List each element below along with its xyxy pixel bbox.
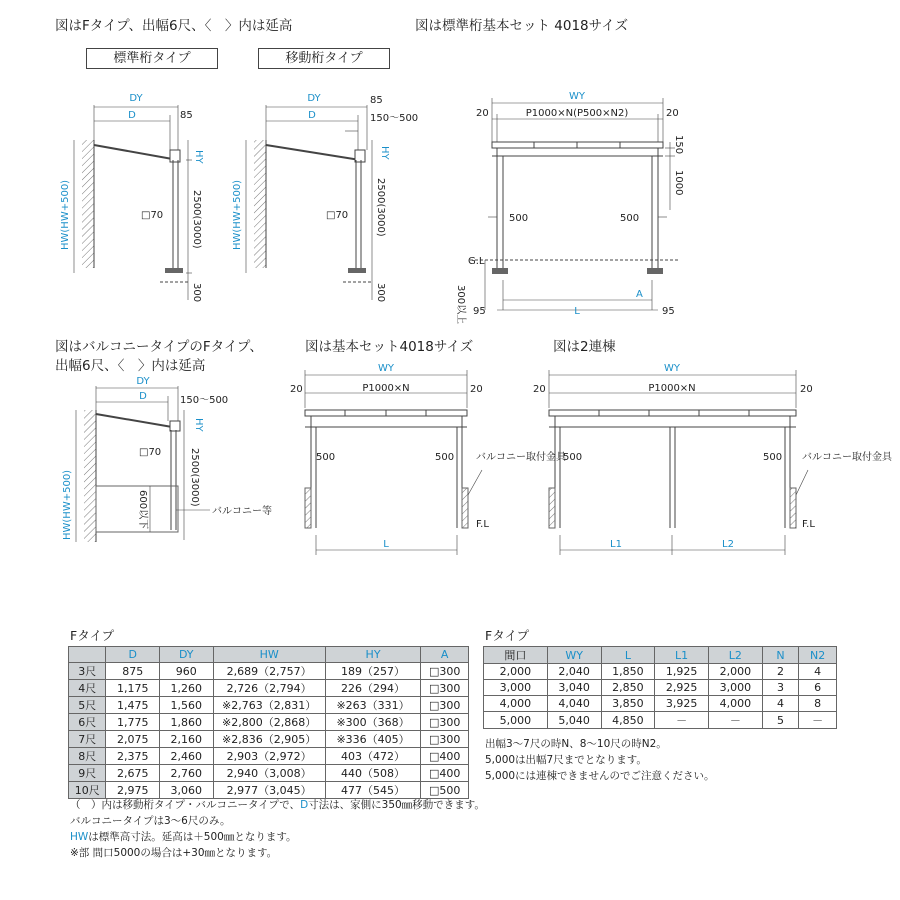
- table1-header: HY: [325, 647, 420, 663]
- label-hy-balcony: HY: [193, 418, 204, 432]
- label-d-moving: D: [308, 110, 316, 121]
- table1-cell: 2,075: [106, 731, 160, 748]
- label-500-2span-left: 500: [563, 452, 583, 463]
- label-pitch-basic: P1000×N: [362, 383, 410, 394]
- table1-cell: 1,560: [159, 697, 213, 714]
- table2-cell: 3,000: [708, 680, 762, 696]
- table2-cell: 2,925: [655, 680, 709, 696]
- table1-cell: 1,175: [106, 680, 160, 697]
- table2-header: L: [601, 647, 655, 664]
- table1-row: [69, 697, 469, 714]
- note1-d: D: [300, 799, 309, 811]
- table1-row: [69, 731, 469, 748]
- label-dy: DY: [129, 93, 143, 104]
- table1-cell: 7尺: [69, 731, 106, 748]
- table1-cell: □500: [421, 782, 469, 799]
- table2-title: Fタイプ: [485, 628, 530, 643]
- label-hw: HW(HW+500): [60, 179, 71, 250]
- table1-cell: 8尺: [69, 748, 106, 765]
- label-20-2span-left: 20: [533, 384, 546, 395]
- note3-rest: は標準高寸法。延高は＋500㎜となります。: [88, 831, 297, 843]
- label-over300: 300以上: [455, 285, 466, 325]
- table1-cell: □300: [421, 731, 469, 748]
- table1-spec: [68, 646, 469, 799]
- table1-cell: ※300（368）: [325, 714, 420, 731]
- label-post70: □70: [141, 210, 164, 221]
- label-500-right: 500: [620, 213, 640, 224]
- table2-cell: 3,850: [601, 696, 655, 712]
- table1-cell: □400: [421, 765, 469, 782]
- table1-cell: 2,460: [159, 748, 213, 765]
- label-h150: 150: [673, 135, 684, 155]
- label-95-left: 95: [473, 306, 486, 317]
- table2-header: N: [762, 647, 799, 664]
- label-pitch-2span: P1000×N: [648, 383, 696, 394]
- table1-cell: □300: [421, 697, 469, 714]
- label-wy-basic: WY: [378, 363, 394, 374]
- table2-cell: 4,000: [484, 696, 548, 712]
- table2-row: [484, 680, 837, 696]
- table1-cell: 440（508）: [325, 765, 420, 782]
- table2-cell: －: [799, 712, 837, 729]
- table2-cell: 4,850: [601, 712, 655, 729]
- table1-cell: 1,775: [106, 714, 160, 731]
- label-20-2span-right: 20: [800, 384, 813, 395]
- table2-cell: 6: [799, 680, 837, 696]
- table1-note-2: バルコニータイプは3～6尺のみ。: [70, 815, 231, 827]
- table2-cell: 8: [799, 696, 837, 712]
- table2-header: N2: [799, 647, 837, 664]
- label-range-moving: 150～500: [370, 113, 419, 124]
- note3-hw: HW: [70, 831, 89, 843]
- table2-cell: 4: [799, 664, 837, 680]
- label-fitting-basic: バルコニー取付金具: [476, 452, 566, 463]
- table1-cell: 6尺: [69, 714, 106, 731]
- label-under600: 600以下: [137, 490, 148, 530]
- table2-cell: 2,040: [547, 664, 601, 680]
- caption-top-right: 図は標準桁基本セット 4018サイズ: [415, 18, 629, 34]
- table1-cell: 2,160: [159, 731, 213, 748]
- table1-row: [69, 680, 469, 697]
- table1-header: [69, 647, 106, 663]
- label-a: A: [636, 289, 643, 300]
- table2-cell: 5: [762, 712, 799, 729]
- label-l-basic: L: [383, 539, 389, 550]
- table2-cell: －: [708, 712, 762, 729]
- table2-cell: 3,925: [655, 696, 709, 712]
- table2-cell: 2: [762, 664, 799, 680]
- table2-note-1: 出幅3～7尺の時N、8～10尺の時N2。: [485, 738, 667, 750]
- table1-cell: ※336（405）: [325, 731, 420, 748]
- note1-rest: 寸法は、家側に350㎜移動できます。: [308, 799, 485, 811]
- table2-cell: 2,000: [708, 664, 762, 680]
- label-fl-basic: F.L: [476, 519, 489, 530]
- table1-cell: 1,860: [159, 714, 213, 731]
- table1-cell: 2,675: [106, 765, 160, 782]
- table1-cell: 189（257）: [325, 663, 420, 680]
- label-wy-2span: WY: [664, 363, 680, 374]
- table1-cell: 2,940（3,008）: [213, 765, 325, 782]
- table2-header: 間口: [484, 647, 548, 664]
- table1-cell: 5尺: [69, 697, 106, 714]
- label-h300: 300: [191, 283, 202, 303]
- label-hy-moving: HY: [379, 146, 390, 160]
- table1-note-3: [70, 830, 296, 845]
- table1-cell: 2,760: [159, 765, 213, 782]
- table1-cell: 875: [106, 663, 160, 680]
- table2-cell: 5,000: [484, 712, 548, 729]
- label-range-balcony: 150～500: [180, 395, 229, 406]
- table1-cell: □300: [421, 680, 469, 697]
- label-l: L: [574, 306, 580, 317]
- note1-prefix: （ ）内は移動桁タイプ・バルコニータイプで、: [70, 799, 301, 811]
- table2-spec: [483, 646, 837, 729]
- table1-cell: 10尺: [69, 782, 106, 799]
- table1-header-row: [69, 647, 469, 663]
- table2-cell: 2,850: [601, 680, 655, 696]
- label-h2500-balcony: 2500(3000): [189, 448, 200, 507]
- table1-row: [69, 782, 469, 799]
- label-95-right: 95: [662, 306, 675, 317]
- table1-cell: ※263（331）: [325, 697, 420, 714]
- label-wy: WY: [569, 91, 585, 102]
- diagram-standard-front: [470, 98, 680, 310]
- table1-cell: 4尺: [69, 680, 106, 697]
- table2-cell: 4,000: [708, 696, 762, 712]
- table1-row: [69, 663, 469, 680]
- table1-header: HW: [213, 647, 325, 663]
- table1-cell: □300: [421, 663, 469, 680]
- label-hw-moving: HW(HW+500): [232, 179, 243, 250]
- table2-header-row: [484, 647, 837, 664]
- table1-header: A: [421, 647, 469, 663]
- label-h2500-moving: 2500(3000): [375, 178, 386, 237]
- label-20-basic-left: 20: [290, 384, 303, 395]
- label-l1: L1: [610, 539, 622, 550]
- label-h300-moving: 300: [375, 283, 386, 303]
- table1-note-4: ※部 間口5000の場合は+30㎜となります。: [70, 847, 278, 859]
- table1-cell: 2,375: [106, 748, 160, 765]
- table1-cell: 3尺: [69, 663, 106, 680]
- label-20-left: 20: [476, 108, 489, 119]
- table2-row: [484, 712, 837, 729]
- table1-row: [69, 714, 469, 731]
- table1-cell: 2,903（2,972）: [213, 748, 325, 765]
- label-500-2span-right: 500: [763, 452, 783, 463]
- table2-note-2: 5,000は出幅7尺までとなります。: [485, 754, 647, 766]
- table1-cell: 1,475: [106, 697, 160, 714]
- caption-mid-left-2: 出幅6尺、〈 〉内は延高: [55, 358, 206, 374]
- label-fitting-2span: バルコニー取付金具: [802, 452, 892, 463]
- table2-note-3: 5,000には連棟できませんのでご注意ください。: [485, 770, 715, 782]
- label-500-basic-right: 500: [435, 452, 455, 463]
- table2-cell: 4: [762, 696, 799, 712]
- table1-cell: 2,726（2,794）: [213, 680, 325, 697]
- table1-cell: □300: [421, 714, 469, 731]
- label-500-basic-left: 500: [316, 452, 336, 463]
- table2-cell: 3: [762, 680, 799, 696]
- label-l2: L2: [722, 539, 734, 550]
- table1-cell: 2,689（2,757）: [213, 663, 325, 680]
- table2-header: L2: [708, 647, 762, 664]
- table1-row: [69, 765, 469, 782]
- label-h1000: 1000: [673, 170, 684, 196]
- table1-cell: ※2,836（2,905）: [213, 731, 325, 748]
- table2-cell: 3,000: [484, 680, 548, 696]
- label-hw-balcony: HW(HW+500): [62, 469, 73, 540]
- table1-cell: 2,975: [106, 782, 160, 799]
- table1-cell: 403（472）: [325, 748, 420, 765]
- tag-moving-girder: 移動桁タイプ: [258, 48, 390, 69]
- label-d: D: [128, 110, 136, 121]
- label-gl: G.L: [468, 256, 485, 267]
- label-20-right: 20: [666, 108, 679, 119]
- label-pitch-std: P1000×N(P500×N2): [525, 108, 629, 119]
- table2-cell: 5,040: [547, 712, 601, 729]
- label-d-balcony: D: [139, 391, 147, 402]
- label-20-basic-right: 20: [470, 384, 483, 395]
- caption-mid-center: 図は基本セット4018サイズ: [305, 339, 474, 355]
- table1-cell: 960: [159, 663, 213, 680]
- table2-cell: 1,850: [601, 664, 655, 680]
- table1-cell: 1,260: [159, 680, 213, 697]
- label-85: 85: [180, 110, 193, 121]
- table1-cell: 477（545）: [325, 782, 420, 799]
- table1-row: [69, 748, 469, 765]
- table2-header: L1: [655, 647, 709, 664]
- table1-cell: 226（294）: [325, 680, 420, 697]
- label-dy-moving: DY: [307, 93, 321, 104]
- tag-standard-girder: 標準桁タイプ: [86, 48, 218, 69]
- table2-row: [484, 664, 837, 680]
- caption-mid-right: 図は2連棟: [553, 339, 616, 355]
- label-dy-balcony: DY: [136, 376, 150, 387]
- table1-note-1: [70, 798, 485, 813]
- table2-cell: 1,925: [655, 664, 709, 680]
- label-balcony-etc: バルコニー等: [212, 506, 272, 517]
- diagram-standard-side: [74, 105, 192, 300]
- table1-cell: ※2,763（2,831）: [213, 697, 325, 714]
- label-fl-2span: F.L: [802, 519, 815, 530]
- table2-row: [484, 696, 837, 712]
- table1-cell: 3,060: [159, 782, 213, 799]
- table1-cell: ※2,800（2,868）: [213, 714, 325, 731]
- table2-header: WY: [547, 647, 601, 664]
- table1-header: D: [106, 647, 160, 663]
- label-85-moving: 85: [370, 95, 383, 106]
- table2-cell: 4,040: [547, 696, 601, 712]
- table1-cell: 2,977（3,045）: [213, 782, 325, 799]
- diagram-moving-side: [246, 105, 373, 300]
- label-hy: HY: [193, 150, 204, 164]
- caption-mid-left-1: 図はバルコニータイプのFタイプ、: [55, 339, 263, 355]
- caption-top-left: 図はFタイプ、出幅6尺、〈 〉内は延高: [55, 18, 293, 34]
- table1-header: DY: [159, 647, 213, 663]
- table2-cell: 3,040: [547, 680, 601, 696]
- label-500-left: 500: [509, 213, 529, 224]
- label-post70-moving: □70: [326, 210, 349, 221]
- table2-cell: －: [655, 712, 709, 729]
- label-post70-balcony: □70: [139, 447, 162, 458]
- table1-cell: 9尺: [69, 765, 106, 782]
- table1-title: Fタイプ: [70, 628, 115, 643]
- label-h2500: 2500(3000): [191, 190, 202, 249]
- table2-cell: 2,000: [484, 664, 548, 680]
- table1-cell: □400: [421, 748, 469, 765]
